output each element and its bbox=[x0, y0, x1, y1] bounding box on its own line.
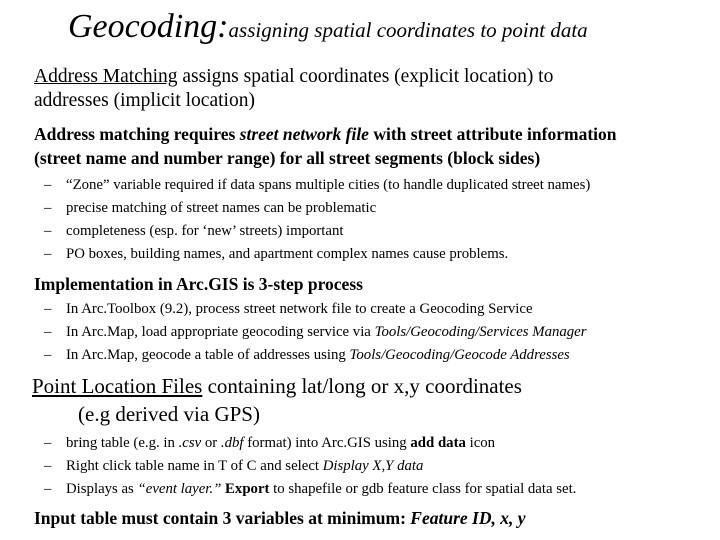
input-table-requirement: Input table must contain 3 variables at minimum: Feature ID, x, y bbox=[34, 508, 526, 528]
list-item: – PO boxes, building names, and apartment complex names cause problems. bbox=[44, 246, 509, 262]
address-matching-term: Address Matching bbox=[34, 66, 178, 87]
list-item: – bring table (e.g. in .csv or .dbf format) into Arc.GIS using add data icon bbox=[44, 435, 496, 451]
point-files-line1: Point Location Files containing lat/long or x,y coordinates bbox=[32, 374, 522, 398]
list-item: – In Arc.Map, load appropriate geocoding service via Tools/Geocoding/Services Manager bbox=[44, 324, 587, 340]
title-main: Geocoding: bbox=[68, 8, 229, 45]
address-matching-line1: Address Matching assigns spatial coordinates (explicit location) to bbox=[34, 66, 554, 87]
list-item: – precise matching of street names can be problematic bbox=[44, 200, 377, 216]
implementation-heading: Implementation in Arc.GIS is 3-step process bbox=[34, 274, 363, 294]
list-item: – In Arc.Map, geocode a table of addresses using Tools/Geocoding/Geocode Addresses bbox=[44, 347, 570, 363]
list-item: – In Arc.Toolbox (9.2), process street network file to create a Geocoding Service bbox=[44, 301, 533, 317]
list-item: – Displays as “event layer.” Export to shapefile or gdb feature class for spatial data set. bbox=[44, 481, 577, 497]
point-files-term: Point Location Files bbox=[32, 374, 203, 398]
title-sub: assigning spatial coordinates to point data bbox=[228, 18, 588, 42]
list-item: – completeness (esp. for ‘new’ streets) important bbox=[44, 223, 344, 239]
list-item: – “Zone” variable required if data spans multiple cities (to handle duplicated street names) bbox=[44, 177, 591, 193]
requirements-line2: (street name and number range) for all street segments (block sides) bbox=[34, 148, 541, 168]
address-matching-line2: addresses (implicit location) bbox=[34, 90, 255, 111]
point-files-line2: (e.g derived via GPS) bbox=[78, 402, 260, 426]
list-item: – Right click table name in T of C and select Display X,Y data bbox=[44, 458, 424, 474]
requirements-line1: Address matching requires street network file with street attribute information bbox=[34, 124, 617, 144]
slide-title bbox=[68, 8, 588, 46]
